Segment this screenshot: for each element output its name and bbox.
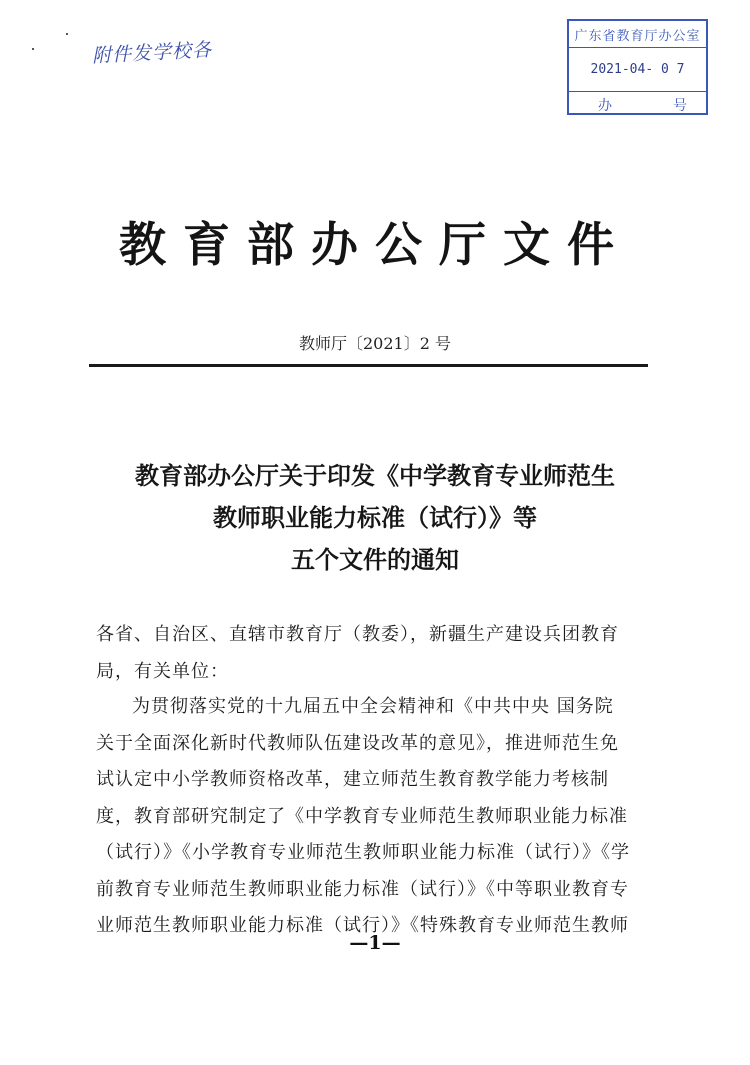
notice-title — [60, 455, 690, 581]
stamp-divider — [569, 91, 706, 92]
notice-title-line: 五个文件的通知 — [291, 545, 459, 574]
body-line: 业师范生教师职业能力标准（试行）》《特殊教育专业师范生教师 — [96, 915, 629, 936]
stamp-organization: 广东省教育厅办公室 — [574, 29, 701, 44]
document-issuer-title: 教育部办公厅文件 — [119, 218, 631, 273]
stamp-date: 2021-04- 0 7 — [590, 62, 685, 77]
salutation-line: 各省、自治区、直辖市教育厅（教委），新疆生产建设兵团教育 — [96, 624, 619, 645]
handwritten-annotation: 附件发学校各 — [91, 38, 213, 68]
body-paragraph — [96, 689, 671, 945]
notice-title-line: 教育部办公厅关于印发《中学教育专业师范生 — [135, 461, 615, 490]
stamp-divider — [569, 47, 706, 48]
salutation-line: 局，有关单位： — [96, 661, 229, 682]
stamp-number-label: 号 — [673, 98, 687, 114]
body-line: 关于全面深化新时代教师队伍建设改革的意见》，推进师范生免 — [96, 732, 619, 754]
header-divider-rule — [89, 364, 648, 367]
body-line: （试行）》《小学教育专业师范生教师职业能力标准（试行）》《学 — [96, 842, 630, 863]
receipt-stamp — [567, 19, 708, 115]
body-line: 前教育专业师范生教师职业能力标准（试行）》《中等职业教育专 — [96, 878, 629, 900]
body-line: 为贯彻落实党的十九届五中全会精神和《中共中央 国务院 — [132, 696, 614, 717]
salutation — [96, 616, 671, 690]
body-line: 度，教育部研究制定了《中学教育专业师范生教师职业能力标准 — [96, 805, 628, 827]
page-number: —1— — [349, 932, 401, 954]
stamp-office-label: 办 — [598, 98, 612, 114]
scan-speck — [32, 48, 34, 50]
notice-title-line: 教师职业能力标准（试行）》等 — [213, 503, 537, 532]
scan-speck — [66, 33, 68, 35]
body-line: 试认定中小学教师资格改革，建立师范生教育教学能力考核制 — [96, 769, 609, 790]
document-number: 教师厅〔2021〕2 号 — [299, 334, 451, 353]
